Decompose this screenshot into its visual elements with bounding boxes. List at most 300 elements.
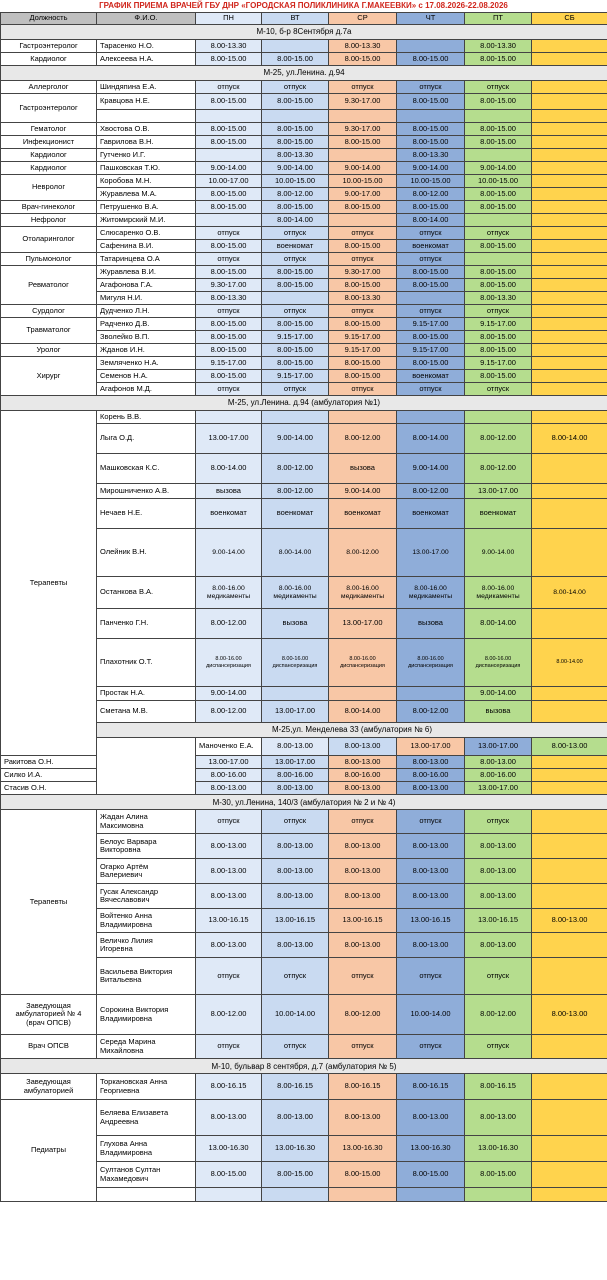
doctor-name-cell: Дудченко Л.Н. xyxy=(97,305,196,318)
doctor-name-cell: Кравцова Н.Е. xyxy=(97,94,196,110)
schedule-cell-wed: 8.00-15.00 xyxy=(329,357,397,370)
doctor-name-cell: Нечаев Н.Е. xyxy=(97,499,196,529)
doctor-name-cell: Коробова М.Н. xyxy=(97,175,196,188)
header-row xyxy=(1,13,607,25)
schedule-cell-thu: 9.00-14.00 xyxy=(397,162,465,175)
schedule-cell-thu: 10.00-15.00 xyxy=(397,175,465,188)
schedule-cell-sat xyxy=(532,484,607,499)
schedule-cell-mon: отпуск xyxy=(196,227,262,240)
position-cell: Уролог xyxy=(1,344,97,357)
schedule-cell-wed: 8.00-12.00 xyxy=(329,995,397,1035)
schedule-cell-thu: 9.00-14.00 xyxy=(397,454,465,484)
schedule-cell-thu: 8.00-15.00 xyxy=(397,357,465,370)
schedule-cell-wed: 9.00-14.00 xyxy=(329,484,397,499)
position-cell: Врач-гинеколог xyxy=(1,201,97,214)
schedule-cell-tue: 8.00-16.00 xyxy=(262,769,329,782)
doctor-name-cell: Султанов Султан Махамедович xyxy=(97,1162,196,1188)
doctor-name-cell: Жданов И.Н. xyxy=(97,344,196,357)
schedule-cell-fri: отпуск xyxy=(465,810,532,834)
schedule-cell-sat xyxy=(532,110,607,123)
schedule-cell-thu: военкомат xyxy=(397,240,465,253)
doctor-name-cell: Силко И.А. xyxy=(1,769,97,782)
schedule-cell-thu: отпуск xyxy=(397,253,465,266)
doctor-name-cell: Тарасенко Н.О. xyxy=(97,40,196,53)
schedule-cell-sat xyxy=(532,1074,607,1100)
schedule-cell-sat xyxy=(532,240,607,253)
position-cell: Аллерголог xyxy=(1,81,97,94)
schedule-cell-sat xyxy=(532,81,607,94)
schedule-cell-sat xyxy=(532,701,607,723)
schedule-cell-wed: 9.00-14.00 xyxy=(329,162,397,175)
schedule-cell-tue: 9.15-17.00 xyxy=(262,331,329,344)
schedule-cell-tue: 8.00-13.00 xyxy=(262,933,329,958)
header-position: Должность xyxy=(1,13,97,25)
schedule-cell-fri: 9.00-14.00 xyxy=(465,162,532,175)
schedule-cell-tue: 8.00-12.00 xyxy=(262,454,329,484)
schedule-cell-sat xyxy=(532,40,607,53)
schedule-cell-thu xyxy=(397,292,465,305)
doctor-name-cell: Беляева Елизавета Андреевна xyxy=(97,1100,196,1136)
schedule-cell-wed: 9.30-17.00 xyxy=(329,266,397,279)
doctor-name-cell: Хвостова О.В. xyxy=(97,123,196,136)
schedule-cell-tue: 8.00-14.00 xyxy=(262,529,329,577)
schedule-cell-thu: 9.15-17.00 xyxy=(397,318,465,331)
schedule-cell-thu: 8.00-13.00 xyxy=(397,884,465,909)
schedule-cell-sat xyxy=(532,756,607,769)
schedule-cell-wed: 8.00-15.00 xyxy=(329,136,397,149)
schedule-cell-tue: 8.00-12.00 xyxy=(262,484,329,499)
schedule-cell-wed: вызова xyxy=(329,454,397,484)
schedule-cell-fri: 8.00-13.00 xyxy=(465,834,532,859)
schedule-cell-fri: 8.00-16.00 медикаменты xyxy=(465,577,532,609)
schedule-cell-wed: отпуск xyxy=(329,81,397,94)
schedule-cell-wed xyxy=(329,149,397,162)
schedule-cell-sat xyxy=(532,1136,607,1162)
schedule-cell-wed: 13.00-17.00 xyxy=(329,609,397,639)
schedule-cell-thu: 8.00-16.00 xyxy=(397,769,465,782)
schedule-cell-thu: 8.00-13.00 xyxy=(397,834,465,859)
schedule-cell-thu xyxy=(397,1188,465,1202)
schedule-cell-sat xyxy=(532,344,607,357)
schedule-cell-thu xyxy=(397,687,465,701)
schedule-cell-wed xyxy=(329,110,397,123)
schedule-cell-sat xyxy=(532,162,607,175)
doctor-name-cell: Петрушенко В.А. xyxy=(97,201,196,214)
schedule-cell-mon: отпуск xyxy=(196,383,262,396)
schedule-cell-tue: 8.00-14.00 xyxy=(262,214,329,227)
position-cell: Педиатры xyxy=(1,1100,97,1202)
schedule-cell-thu: 8.00-13.00 xyxy=(397,859,465,884)
schedule-cell-fri xyxy=(465,253,532,266)
schedule-cell-mon: 13.00-16.15 xyxy=(196,909,262,933)
schedule-cell-wed: 8.00-15.00 xyxy=(329,318,397,331)
table-row xyxy=(1,1035,607,1059)
schedule-cell-tue: 8.00-13.00 xyxy=(262,859,329,884)
schedule-cell-fri: 8.00-15.00 xyxy=(465,53,532,66)
schedule-cell-sat xyxy=(532,188,607,201)
schedule-cell-mon: 8.00-16.15 xyxy=(196,1074,262,1100)
schedule-cell-thu: 8.00-15.00 xyxy=(397,94,465,110)
doctor-name-cell: Середа Марина Михайловна xyxy=(97,1035,196,1059)
schedule-cell-sat xyxy=(532,933,607,958)
schedule-cell-sat xyxy=(532,411,607,424)
schedule-cell-fri: 8.00-15.00 xyxy=(465,266,532,279)
schedule-cell-tue: 10.00-14.00 xyxy=(262,995,329,1035)
table-row xyxy=(1,253,607,266)
schedule-cell-wed: 8.00-13.00 xyxy=(329,782,397,795)
schedule-cell-tue: 8.00-15.00 xyxy=(262,201,329,214)
schedule-cell-thu: отпуск xyxy=(397,81,465,94)
schedule-cell-sat xyxy=(532,266,607,279)
schedule-cell-tue: отпуск xyxy=(262,383,329,396)
schedule-cell-sat xyxy=(532,687,607,701)
schedule-cell-wed: 8.00-15.00 xyxy=(329,53,397,66)
schedule-cell-sat xyxy=(532,859,607,884)
table-row xyxy=(1,769,607,782)
schedule-cell-tue: 13.00-16.30 xyxy=(262,1136,329,1162)
schedule-cell-fri: 8.00-16.15 xyxy=(465,1074,532,1100)
schedule-cell-thu: 8.00-15.00 xyxy=(397,1162,465,1188)
schedule-cell-wed: 8.00-14.00 xyxy=(329,701,397,723)
header-mon: ПН xyxy=(196,13,262,25)
schedule-cell-thu: 8.00-13.30 xyxy=(397,149,465,162)
schedule-cell-wed: 13.00-16.30 xyxy=(329,1136,397,1162)
schedule-cell-sat xyxy=(532,318,607,331)
position-cell: Гематолог xyxy=(1,123,97,136)
position-cell: Отоларинголог xyxy=(1,227,97,253)
schedule-cell-fri: 8.00-15.00 xyxy=(465,344,532,357)
doctor-name-cell: Агафонов М.Д. xyxy=(97,383,196,396)
schedule-cell-wed: 8.00-15.00 xyxy=(329,279,397,292)
doctor-name-cell: Алексеева Н.А. xyxy=(97,53,196,66)
position-cell: Сурдолог xyxy=(1,305,97,318)
schedule-cell-thu: 13.00-16.30 xyxy=(397,1136,465,1162)
schedule-cell-tue: 8.00-12.00 xyxy=(262,188,329,201)
section-header xyxy=(1,25,607,40)
schedule-cell-thu: 13.00-17.00 xyxy=(465,738,532,756)
schedule-cell-sat xyxy=(532,279,607,292)
table-row xyxy=(1,40,607,53)
schedule-cell-tue: отпуск xyxy=(262,253,329,266)
position-cell xyxy=(97,738,196,795)
schedule-cell-sat xyxy=(532,1035,607,1059)
schedule-cell-mon: 8.00-13.30 xyxy=(196,40,262,53)
schedule-cell-wed: отпуск xyxy=(329,305,397,318)
schedule-cell-fri: 8.00-12.00 xyxy=(465,424,532,454)
table-row xyxy=(1,123,607,136)
schedule-cell-fri: 13.00-16.30 xyxy=(465,1136,532,1162)
schedule-cell-wed xyxy=(329,1188,397,1202)
schedule-cell-thu xyxy=(397,110,465,123)
schedule-cell-fri: 8.00-16.00 диспансеризация xyxy=(465,639,532,687)
schedule-cell-thu: 8.00-13.00 xyxy=(397,782,465,795)
schedule-cell-thu: 8.00-15.00 xyxy=(397,201,465,214)
schedule-cell-tue: 8.00-13.00 xyxy=(262,884,329,909)
schedule-cell-sat: 8.00-14.00 xyxy=(532,639,607,687)
schedule-cell-sat xyxy=(532,149,607,162)
schedule-cell-thu: 8.00-14.00 xyxy=(397,424,465,454)
section-label: М-25, ул.Ленина. д.94 xyxy=(1,66,607,81)
schedule-cell-sat xyxy=(532,331,607,344)
schedule-cell-thu: 8.00-13.00 xyxy=(397,756,465,769)
schedule-cell-thu: 8.00-13.00 xyxy=(397,933,465,958)
doctor-name-cell: Торкановская Анна Георгиевна xyxy=(97,1074,196,1100)
schedule-cell-fri: отпуск xyxy=(465,958,532,995)
schedule-cell-tue: 8.00-16.15 xyxy=(262,1074,329,1100)
doctor-name-cell: Войтенко Анна Владимировна xyxy=(97,909,196,933)
schedule-cell-fri: 8.00-15.00 xyxy=(465,331,532,344)
schedule-cell-thu: 8.00-15.00 xyxy=(397,266,465,279)
schedule-cell-tue xyxy=(262,110,329,123)
schedule-cell-tue: отпуск xyxy=(262,958,329,995)
table-row xyxy=(1,136,607,149)
schedule-cell-mon: 8.00-15.00 xyxy=(196,266,262,279)
schedule-cell-mon: 8.00-15.00 xyxy=(196,370,262,383)
schedule-cell-wed: отпуск xyxy=(329,1035,397,1059)
schedule-cell-thu: 9.15-17.00 xyxy=(397,344,465,357)
position-cell: Пульмонолог xyxy=(1,253,97,266)
schedule-cell-sat xyxy=(532,357,607,370)
schedule-cell-wed xyxy=(329,411,397,424)
schedule-cell-sat xyxy=(532,201,607,214)
doctor-name-cell: Житомирский М.И. xyxy=(97,214,196,227)
schedule-table xyxy=(0,12,607,1202)
schedule-cell-fri xyxy=(465,214,532,227)
schedule-cell-mon: 8.00-12.00 xyxy=(196,609,262,639)
schedule-cell-thu: вызова xyxy=(397,609,465,639)
schedule-cell-mon: отпуск xyxy=(196,1035,262,1059)
position-cell: Инфекционист xyxy=(1,136,97,149)
schedule-cell-wed: 13.00-16.15 xyxy=(329,909,397,933)
schedule-cell-thu xyxy=(397,411,465,424)
schedule-cell-fri: 8.00-15.00 xyxy=(465,136,532,149)
schedule-cell-fri: 8.00-13.00 xyxy=(465,933,532,958)
schedule-cell-mon: отпуск xyxy=(196,253,262,266)
header-wed: СР xyxy=(329,13,397,25)
schedule-cell-mon: 9.00-14.00 xyxy=(196,687,262,701)
table-row xyxy=(1,344,607,357)
section-header xyxy=(1,396,607,411)
schedule-cell-wed: 8.00-13.00 xyxy=(329,884,397,909)
schedule-cell-wed: отпуск xyxy=(329,227,397,240)
schedule-cell-tue: 8.00-15.00 xyxy=(262,318,329,331)
schedule-cell-mon: 8.00-13.00 xyxy=(196,884,262,909)
schedule-cell-wed: 9.30-17.00 xyxy=(329,94,397,110)
schedule-cell-thu: 8.00-13.00 xyxy=(397,1100,465,1136)
position-cell: Терапевты xyxy=(1,810,97,995)
doctor-name-cell: Ракитова О.Н. xyxy=(1,756,97,769)
header-tue: ВТ xyxy=(262,13,329,25)
schedule-cell-mon: 8.00-15.00 xyxy=(196,331,262,344)
schedule-cell-tue: 8.00-13.00 xyxy=(262,782,329,795)
schedule-cell-sat xyxy=(532,810,607,834)
schedule-cell-tue: отпуск xyxy=(262,81,329,94)
section-label: М-25,ул. Менделева 33 (амбулатория № 6) xyxy=(97,723,607,738)
table-row xyxy=(1,175,607,188)
schedule-cell-wed: 8.00-13.00 xyxy=(329,933,397,958)
section-header xyxy=(1,66,607,81)
table-row xyxy=(1,782,607,795)
schedule-cell-wed: 8.00-13.00 xyxy=(329,859,397,884)
schedule-cell-mon: 8.00-13.00 xyxy=(196,859,262,884)
schedule-cell-thu: 8.00-16.00 медикаменты xyxy=(397,577,465,609)
schedule-cell-tue: 13.00-16.15 xyxy=(262,909,329,933)
position-cell: Врач ОПСВ xyxy=(1,1035,97,1059)
schedule-cell-fri: 8.00-15.00 xyxy=(465,279,532,292)
schedule-cell-thu: 13.00-16.15 xyxy=(397,909,465,933)
schedule-cell-thu: военкомат xyxy=(397,370,465,383)
schedule-cell-tue xyxy=(262,687,329,701)
doctor-name-cell: Мигуля Н.И. xyxy=(97,292,196,305)
schedule-cell-fri: 8.00-15.00 xyxy=(465,188,532,201)
schedule-cell-mon: 9.00-14.00 xyxy=(196,162,262,175)
position-cell: Гастроэнтеролог xyxy=(1,40,97,53)
schedule-cell-wed: 10.00-15.00 xyxy=(329,175,397,188)
doctor-name-cell: Плахотник О.Т. xyxy=(97,639,196,687)
schedule-cell-wed: 8.00-15.00 xyxy=(329,201,397,214)
schedule-cell-fri: 9.15-17.00 xyxy=(465,318,532,331)
schedule-cell-sat xyxy=(532,94,607,110)
doctor-name-cell: Васильева Виктория Витальевна xyxy=(97,958,196,995)
doctor-name-cell: Семенов Н.А. xyxy=(97,370,196,383)
schedule-cell-mon: 8.00-15.00 xyxy=(196,53,262,66)
schedule-cell-mon: 9.30-17.00 xyxy=(196,279,262,292)
schedule-cell-mon: 8.00-14.00 xyxy=(196,454,262,484)
schedule-cell-thu: 8.00-15.00 xyxy=(397,136,465,149)
table-row xyxy=(1,357,607,370)
table-row xyxy=(1,81,607,94)
schedule-cell-fri xyxy=(465,149,532,162)
schedule-cell-mon: 8.00-16.00 xyxy=(196,769,262,782)
schedule-cell-fri: военкомат xyxy=(465,499,532,529)
schedule-cell-tue: 8.00-15.00 xyxy=(262,136,329,149)
schedule-cell-fri xyxy=(465,110,532,123)
schedule-cell-wed: 8.00-15.00 xyxy=(329,370,397,383)
schedule-cell-thu: отпуск xyxy=(397,958,465,995)
header-sat: СБ xyxy=(532,13,607,25)
schedule-body xyxy=(1,25,607,1202)
doctor-name-cell: Журавлева В.И. xyxy=(97,266,196,279)
schedule-cell-tue xyxy=(262,292,329,305)
schedule-cell-sat xyxy=(532,499,607,529)
schedule-cell-sat xyxy=(532,609,607,639)
header-thu: ЧТ xyxy=(397,13,465,25)
schedule-cell-tue: 8.00-13.00 xyxy=(262,834,329,859)
doctor-name-cell: Мирошниченко А.В. xyxy=(97,484,196,499)
schedule-cell-sat xyxy=(532,884,607,909)
position-cell: Заведующая амбулаторией № 4 (врач ОПСВ) xyxy=(1,995,97,1035)
schedule-cell-wed: 13.00-17.00 xyxy=(397,738,465,756)
schedule-cell-mon xyxy=(196,1188,262,1202)
schedule-cell-mon: 8.00-13.00 xyxy=(196,782,262,795)
schedule-cell-mon xyxy=(196,214,262,227)
schedule-cell-tue: 13.00-17.00 xyxy=(262,701,329,723)
doctor-name-cell: Журавлева М.А. xyxy=(97,188,196,201)
schedule-cell-tue: отпуск xyxy=(262,1035,329,1059)
schedule-cell-wed: 9.00-17.00 xyxy=(329,188,397,201)
schedule-cell-fri: 8.00-15.00 xyxy=(465,240,532,253)
table-row xyxy=(1,214,607,227)
schedule-cell-mon: 8.00-13.30 xyxy=(196,292,262,305)
schedule-cell-fri: отпуск xyxy=(465,81,532,94)
table-row xyxy=(1,411,607,424)
schedule-cell-sat: 8.00-14.00 xyxy=(532,424,607,454)
doctor-name-cell: Агафонова Г.А. xyxy=(97,279,196,292)
schedule-cell-sat xyxy=(532,1188,607,1202)
doctor-name-cell: Панченко Г.Н. xyxy=(97,609,196,639)
schedule-cell-mon: отпуск xyxy=(196,305,262,318)
schedule-cell-sat xyxy=(532,454,607,484)
schedule-cell-mon xyxy=(196,411,262,424)
doctor-name-cell: Сафенина В.И. xyxy=(97,240,196,253)
schedule-cell-tue xyxy=(262,40,329,53)
schedule-cell-sat xyxy=(532,370,607,383)
section-label: М-30, ул.Ленина, 140/3 (амбулатория № 2 и № 4) xyxy=(1,795,607,810)
doctor-name-cell: Татаринцева О.А xyxy=(97,253,196,266)
header-name: Ф.И.О. xyxy=(97,13,196,25)
section-label: М-10, бульвар 8 сентября, д.7 (амбулатория № 5) xyxy=(1,1059,607,1074)
table-row xyxy=(1,201,607,214)
schedule-cell-tue: 8.00-15.00 xyxy=(262,279,329,292)
schedule-cell-wed xyxy=(329,214,397,227)
position-cell: Травматолог xyxy=(1,318,97,344)
schedule-cell-fri: 9.00-14.00 xyxy=(465,687,532,701)
doctor-name-cell xyxy=(97,110,196,123)
schedule-cell-fri: 10.00-15.00 xyxy=(465,175,532,188)
schedule-cell-wed: 8.00-13.30 xyxy=(329,292,397,305)
schedule-cell-mon: 13.00-17.00 xyxy=(196,424,262,454)
schedule-cell-wed: 9.30-17.00 xyxy=(329,123,397,136)
schedule-cell-fri: 9.00-14.00 xyxy=(465,529,532,577)
schedule-cell-sat xyxy=(532,227,607,240)
schedule-cell-sat xyxy=(532,175,607,188)
schedule-cell-tue: вызова xyxy=(262,609,329,639)
schedule-cell-mon: 8.00-15.00 xyxy=(196,136,262,149)
schedule-cell-fri: 8.00-13.00 xyxy=(532,738,607,756)
schedule-cell-wed: 8.00-12.00 xyxy=(329,529,397,577)
schedule-cell-tue: 8.00-15.00 xyxy=(262,53,329,66)
table-row xyxy=(1,162,607,175)
schedule-cell-thu: отпуск xyxy=(397,810,465,834)
schedule-cell-thu: отпуск xyxy=(397,1035,465,1059)
table-row xyxy=(1,1074,607,1100)
schedule-cell-tue: 8.00-15.00 xyxy=(262,123,329,136)
schedule-cell-sat xyxy=(532,123,607,136)
section-header xyxy=(1,1059,607,1074)
schedule-cell-mon: 8.00-15.00 xyxy=(196,344,262,357)
schedule-cell-wed: 8.00-13.30 xyxy=(329,40,397,53)
schedule-cell-thu: 8.00-16.00 диспансеризация xyxy=(397,639,465,687)
schedule-cell-tue: 9.00-14.00 xyxy=(262,424,329,454)
section-label: М-10, б-р 8Сентября д.7а xyxy=(1,25,607,40)
doctor-name-cell: Простак Н.А. xyxy=(97,687,196,701)
schedule-cell-fri: 8.00-16.00 xyxy=(465,769,532,782)
schedule-cell-wed xyxy=(329,687,397,701)
doctor-name-cell: Гутченко И.Г. xyxy=(97,149,196,162)
schedule-cell-fri: 8.00-13.00 xyxy=(465,756,532,769)
schedule-cell-mon: 8.00-12.00 xyxy=(196,701,262,723)
schedule-cell-mon: 8.00-15.00 xyxy=(196,318,262,331)
table-row xyxy=(1,756,607,769)
schedule-cell-wed: 8.00-16.00 диспансеризация xyxy=(329,639,397,687)
doctor-name-cell: Слюсаренко О.В. xyxy=(97,227,196,240)
schedule-cell-thu xyxy=(397,40,465,53)
section-header xyxy=(1,795,607,810)
table-row xyxy=(1,318,607,331)
doctor-name-cell: Пашковская Т.Ю. xyxy=(97,162,196,175)
schedule-cell-fri: 13.00-17.00 xyxy=(465,484,532,499)
schedule-cell-thu: отпуск xyxy=(397,227,465,240)
